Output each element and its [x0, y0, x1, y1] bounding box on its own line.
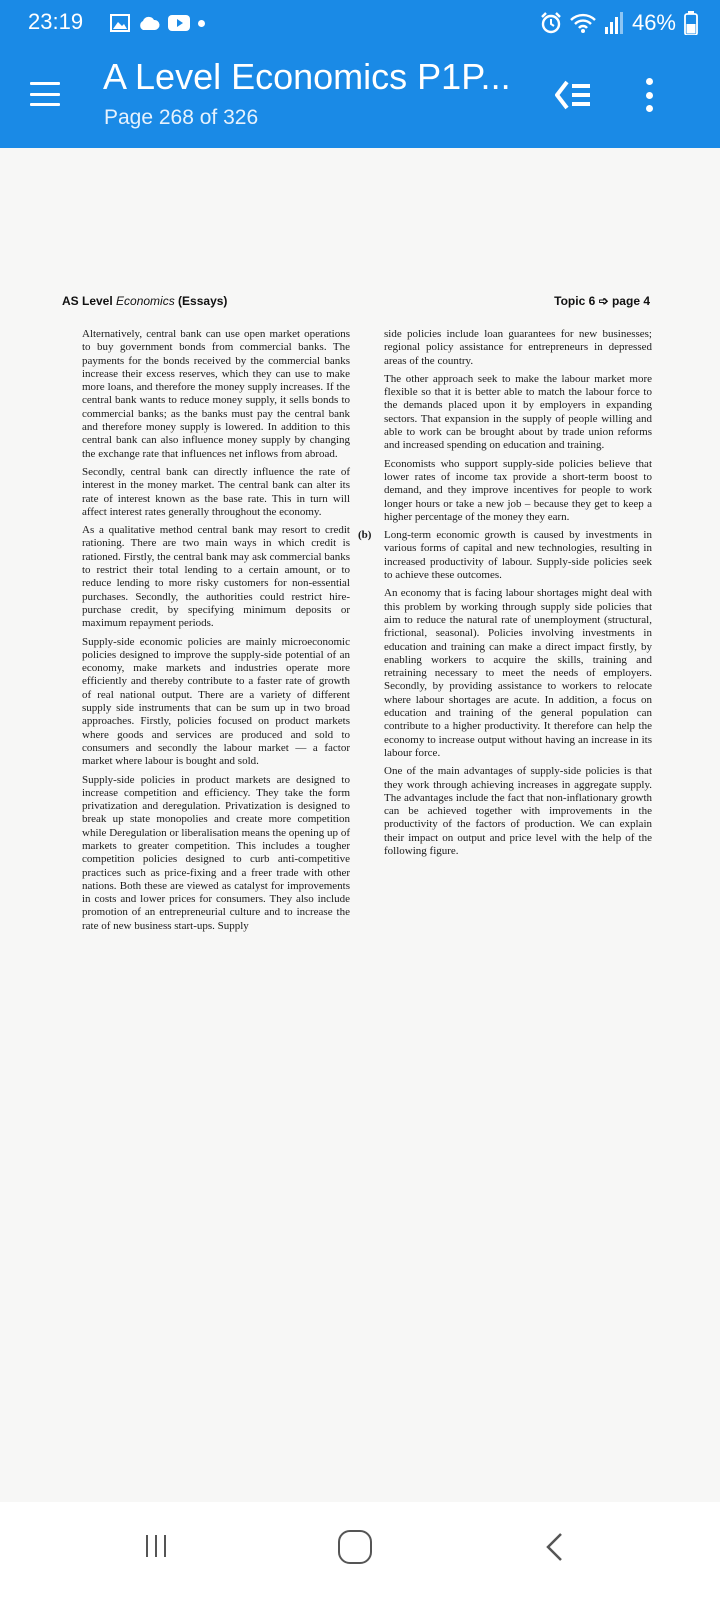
paragraph: The other approach seek to make the labour market more flexible so that it is better able to match the labour force to the demands placed upon it by employers in expanding sectors. That expansion in the supply of people willing and able to work can be brought about by trade union reforms and increased spending on education and training. — [384, 372, 652, 452]
paragraph: Economists who support supply-side policies believe that lower rates of income tax provide a short-term boost to demand, and they improve incentives for people to work longer hours or take a new job – because they get to keep a higher percentage of the money they earn. — [384, 457, 652, 523]
page-header-right: Topic 6 ➩ page 4 — [554, 294, 650, 308]
battery-percent: 46% — [631, 10, 676, 35]
paragraph: Secondly, central bank can directly influence the rate of interest in the money market. The central bank can alter its rate of interest known as the base rate. This in turn will affect interest rates generally throughout the economy. — [82, 465, 350, 518]
youtube-icon — [168, 15, 190, 31]
header-left-main: AS Level — [62, 294, 117, 308]
more-options-icon[interactable] — [643, 78, 655, 112]
document-page[interactable] — [0, 148, 720, 1502]
status-time: 23:19 — [28, 9, 84, 34]
paragraph: As a qualitative method central bank may resort to credit rationing. There are two main ways in which credit is rationed. Firstly, the central bank may ask commercial banks to restrict their total lending to a certain amount, or to reduce lending to more risky customers for non-essential purchases. Secondly, the authorities could restrict hire-purchase credit, by specifying minimum deposits or maximum repayment periods. — [82, 524, 350, 630]
document-title: A Level Economics P1P... — [103, 56, 511, 97]
menu-icon[interactable] — [30, 82, 60, 106]
right-column — [358, 328, 652, 863]
status-right-icons — [540, 9, 698, 37]
wifi-icon — [570, 12, 596, 34]
gallery-icon — [110, 14, 130, 32]
app-header — [0, 0, 720, 148]
signal-icon — [604, 12, 624, 34]
cloud-icon — [138, 15, 160, 31]
status-left-icons — [110, 14, 205, 32]
page-indicator: Page 268 of 326 — [104, 106, 259, 129]
navigation-bar — [0, 1502, 720, 1600]
paragraph: One of the main advantages of supply-side policies is that they work through achieving increases in aggregate supply. The advantages include the fact that non-inflationary growth can be achieved together with improvements in the productivity of the factors of production. We can explain their impact on output and price level with the help of the following figure. — [384, 765, 652, 857]
paragraph: Alternatively, central bank can use open market operations to buy government bonds from commercial banks. The payments for the bonds received by the commercial banks increase their excess reserves, which they can use to make more loans, and therefore the money supply increases. If the central bank wants to reduce money supply, it sells bonds to commercial banks; as the banks must pay the central bank and therefore money supply is lowered. In addition to this central bank can also influence money supply by changing the exchange rate that influences net inflows from abroad. — [82, 328, 350, 460]
left-column — [82, 328, 350, 938]
header-left-italic: Economics — [116, 294, 175, 308]
status-bar — [0, 0, 720, 46]
paragraph-labelled — [358, 529, 652, 582]
home-icon[interactable] — [338, 1530, 372, 1564]
paragraph: An economy that is facing labour shortages might deal with this problem by working through supply side policies that aim to reduce the natural rate of unemployment (structural, frictional, seasonal). Policies involving investments in education and training can make a direct impact firstly, by enabling workers to acquire the skills, training and retraining necessary to meet the needs of employers. Secondly, by providing assistance to workers to relocate where labour shortages are acute. In addition, a focus on education and training of the general population can contribute to a higher productivity. It therefore can help the economy to increase output without having an increase in its labour force. — [384, 587, 652, 759]
paragraph-text: Long-term economic growth is caused by investments in various forms of capital and new technologies, resulting in increased productivity of labour. Supply-side policies seek to achieve these outcomes. — [384, 529, 652, 582]
back-icon[interactable] — [544, 1532, 566, 1562]
section-label-b: (b) — [358, 529, 372, 542]
paragraph: Supply-side policies in product markets are designed to increase competition and efficiency. They take the form privatization and deregulation. Privatization is designed to break up state monopolies and create more competition while Deregulation or liberalisation means the opening up of markets to greater competition. This includes a tougher competition policies designed to curb anti-competitive practices such as price-fixing and a freer trade with other nations. Both these are viewed as catalyst for improvements in costs and lower prices for consumers. They also include promotion of an entrepreneurial culture and to increase the rate of new business start-ups. Supply — [82, 773, 350, 932]
recent-apps-icon[interactable] — [146, 1535, 166, 1557]
header-left-tail: (Essays) — [174, 294, 228, 308]
alarm-icon — [540, 12, 562, 34]
paragraph: side policies include loan guarantees for new businesses; regional policy assistance for entrepreneurs in depressed areas of the country. — [384, 328, 652, 367]
page-header-left — [62, 294, 227, 308]
reflow-icon[interactable] — [553, 78, 593, 112]
paragraph: Supply-side economic policies are mainly microeconomic policies designed to improve the supply-side potential of an economy, make markets and industries operate more efficiently and thereby contribute to a faster rate of growth of real national output. There are a variety of different supply side instruments that can be sum up in two broad approaches. Firstly, policies focused on product markets where goods and services are produced and sold to consumers and secondly the labour market — a factor market where labour is bought and sold. — [82, 635, 350, 768]
battery-icon — [684, 11, 698, 35]
notification-dot-icon — [198, 20, 205, 27]
